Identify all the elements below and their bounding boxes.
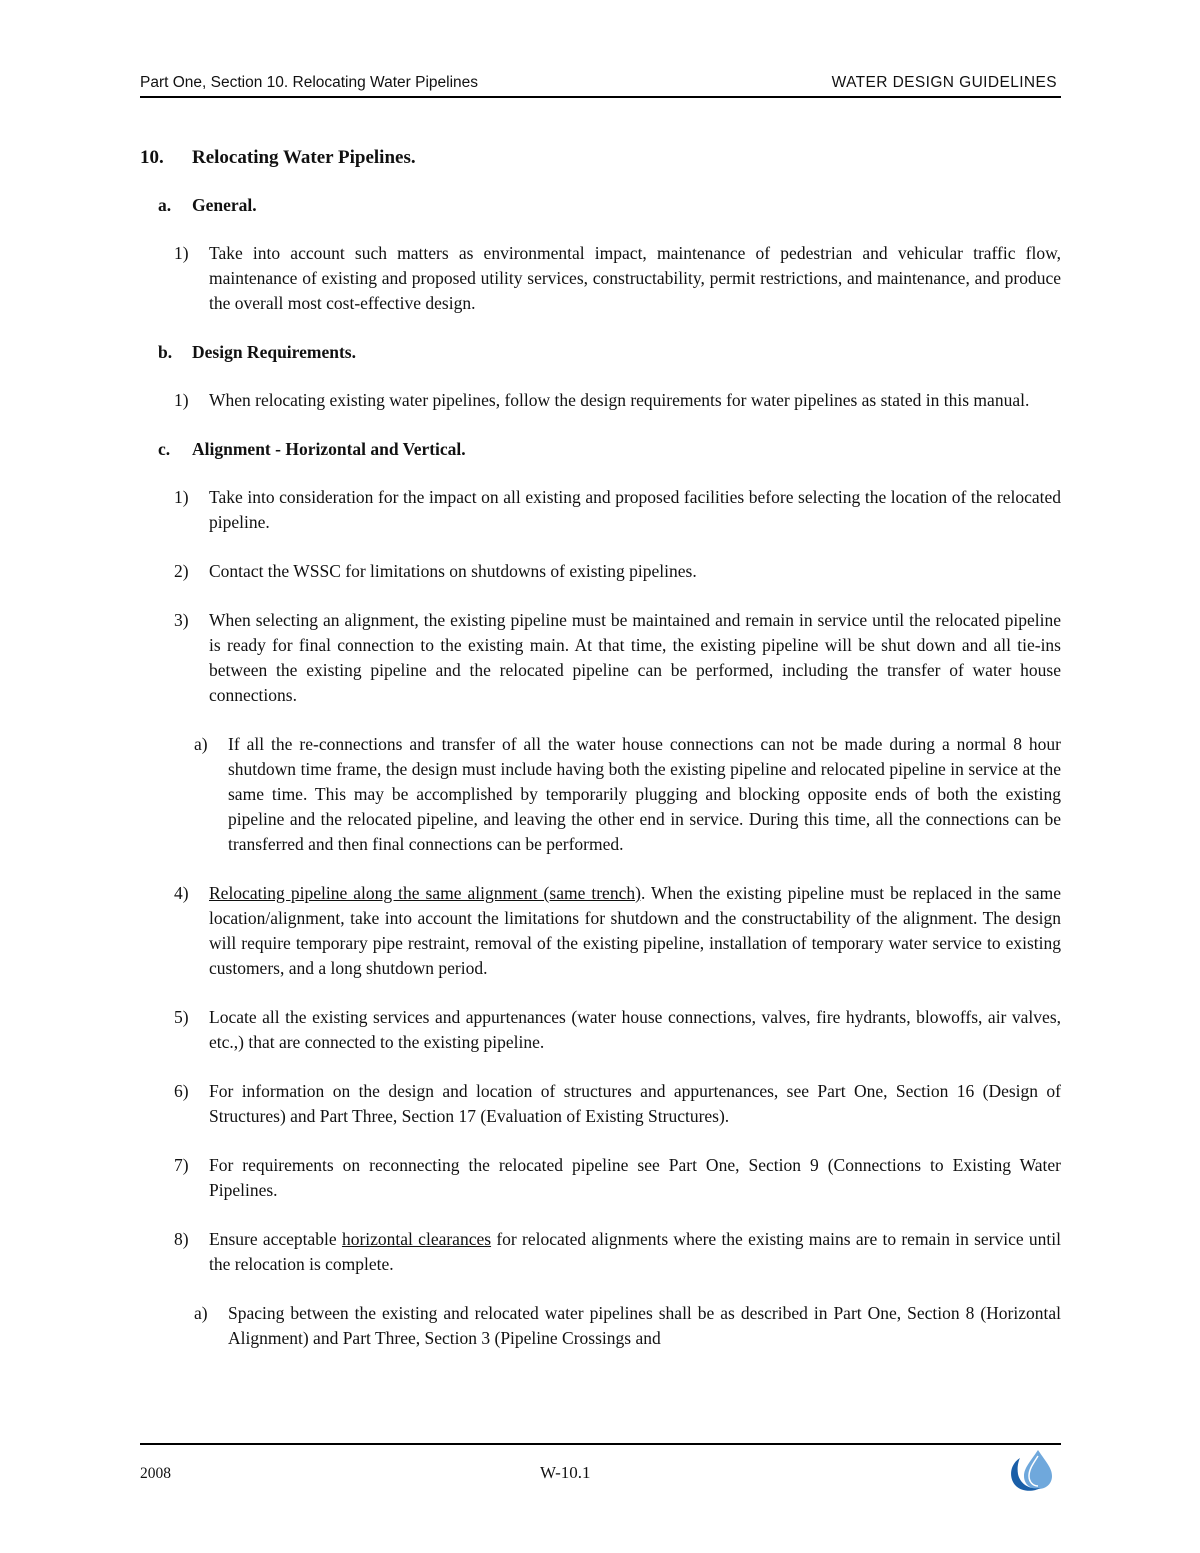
- sub-list-item: [140, 1301, 1061, 1351]
- item-text: Contact the WSSC for limitations on shutdowns of existing pipelines.: [209, 561, 697, 581]
- footer-year: 2008: [140, 1465, 171, 1482]
- list-item: [140, 608, 1061, 708]
- page-header: [140, 72, 1061, 98]
- item-text: Take into account such matters as environmental impact, maintenance of pedestrian and vehicular traffic flow, maintenance of existing and proposed utility services, constructability, permit restrictions, and maintenance, and produce the overall most cost-effective design.: [209, 243, 1061, 313]
- item-number: 1): [174, 487, 189, 507]
- item-text: Take into consideration for the impact on all existing and proposed facilities before selecting the location of the relocated pipeline.: [209, 487, 1061, 532]
- item-text: Locate all the existing services and appurtenances (water house connections, valves, fire hydrants, blowoffs, air valves, etc.,) that are connected to the existing pipeline.: [209, 1007, 1061, 1052]
- subsection-c-label: c.: [158, 439, 171, 459]
- subsection-b-title: Design Requirements.: [192, 342, 356, 362]
- item-text-post: for relocated alignments where the existing mains are to remain in service until the relocation is complete.: [209, 1229, 1061, 1274]
- item-number: 7): [174, 1155, 189, 1175]
- item-number: 3): [174, 610, 189, 630]
- list-item: [140, 241, 1061, 316]
- subsection-c-heading: [140, 437, 1061, 462]
- list-item: [140, 1227, 1061, 1277]
- header-document-title: WATER DESIGN GUIDELINES: [831, 74, 1057, 91]
- item-number: 1): [174, 243, 189, 263]
- list-item: [140, 1153, 1061, 1203]
- list-item: [140, 388, 1061, 413]
- item-number: 1): [174, 390, 189, 410]
- list-item: [140, 1005, 1061, 1055]
- item-number: 8): [174, 1229, 189, 1249]
- section-title: Relocating Water Pipelines.: [192, 147, 416, 168]
- item-underlined-heading: Relocating pipeline along the same alignment (same trench): [209, 883, 641, 903]
- sub-item-text: If all the re-connections and transfer of all the water house connections can not be made during a normal 8 hour shutdown time frame, the design must include having both the existing pipeline and relocated pipeline in service at the same time. This may be accomplished by temporarily plugging and blocking opposite ends of both the existing pipeline and the relocated pipeline, and leaving the other end in service. During this time, all the connections can be transferred and then final connections can be performed.: [228, 734, 1061, 854]
- document-body: [140, 145, 1061, 1351]
- item-number: 5): [174, 1007, 189, 1027]
- item-text: For requirements on reconnecting the relocated pipeline see Part One, Section 9 (Connections to Existing Water Pipelines.: [209, 1155, 1061, 1200]
- page-number: W-10.1: [540, 1463, 591, 1482]
- item-underlined-term: horizontal clearances: [341, 1229, 492, 1249]
- wssc-logo-icon: [1008, 1448, 1056, 1492]
- item-number: 6): [174, 1081, 189, 1101]
- list-item: [140, 881, 1061, 981]
- item-text: When selecting an alignment, the existing pipeline must be maintained and remain in service until the relocated pipeline is ready for final connection to the existing main. At that time, the existing pipeline will be shut down and all tie-ins between the existing pipeline and the relocated pipeline can be performed, including the transfer of water house connections.: [209, 610, 1061, 705]
- list-item: [140, 559, 1061, 584]
- subsection-a-heading: [140, 193, 1061, 218]
- section-number: 10.: [140, 147, 164, 168]
- sub-item-text: Spacing between the existing and relocated water pipelines shall be as described in Part One, Section 8 (Horizontal Alignment) and Part Three, Section 3 (Pipeline Crossings and: [228, 1303, 1061, 1348]
- item-text: . When the existing pipeline must be replaced in the same location/alignment, take into account the limitations for shutdown and the constructability of the alignment. The design will require temporary pipe restraint, removal of the existing pipeline, installation of temporary water service to existing customers, and a long shutdown period.: [209, 883, 1061, 978]
- item-text-pre: Ensure acceptable: [209, 1229, 342, 1249]
- item-text: When relocating existing water pipelines, follow the design requirements for water pipelines as stated in this manual.: [209, 390, 1030, 410]
- list-item: [140, 485, 1061, 535]
- item-number: 2): [174, 561, 189, 581]
- subsection-a-title: General.: [192, 195, 257, 215]
- subsection-b-label: b.: [158, 342, 173, 362]
- header-section-title: Part One, Section 10. Relocating Water Pipelines: [140, 74, 479, 91]
- section-heading: [140, 145, 1061, 170]
- subsection-a-label: a.: [158, 195, 172, 215]
- item-text: For information on the design and location of structures and appurtenances, see Part One, Section 16 (Design of Structures) and Part Three, Section 17 (Evaluation of Existing Structures).: [209, 1081, 1061, 1126]
- subsection-b-heading: [140, 340, 1061, 365]
- list-item: [140, 1079, 1061, 1129]
- subsection-c-title: Alignment - Horizontal and Vertical.: [192, 439, 466, 459]
- sub-item-letter: a): [194, 734, 208, 754]
- sub-list-item: [140, 732, 1061, 857]
- footer-divider: [140, 1443, 1061, 1445]
- item-number: 4): [174, 883, 189, 903]
- sub-item-letter: a): [194, 1303, 208, 1323]
